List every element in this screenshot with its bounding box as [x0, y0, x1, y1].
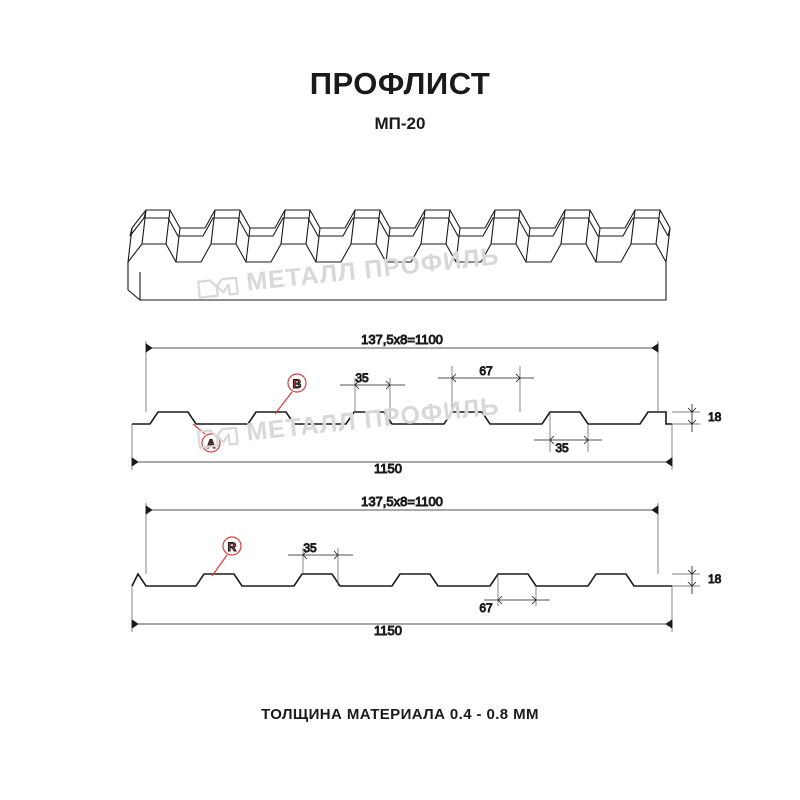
top-dim-total-top: 137,5х8=1100 — [361, 332, 443, 347]
material-thickness-note: ТОЛЩИНА МАТЕРИАЛА 0.4 - 0.8 ММ — [261, 706, 539, 723]
bottom-dim-height: 18 — [708, 572, 722, 586]
top-dim-rib: 67 — [479, 364, 493, 378]
bottom-marker-r: R — [227, 540, 237, 554]
top-dim-total-bottom: 1150 — [374, 461, 402, 476]
bottom-dim-total-bottom: 1150 — [374, 623, 402, 638]
page-subtitle: МП-20 — [374, 114, 426, 133]
brand-logo-icon — [196, 422, 242, 452]
page-title: ПРОФЛИСТ — [309, 66, 491, 101]
bottom-dim-flat-left: 35 — [303, 541, 317, 555]
top-dim-flat-right: 35 — [555, 441, 569, 455]
watermark-text: МЕТАЛЛ ПРОФИЛЬ — [245, 242, 501, 297]
bottom-section-view — [132, 494, 722, 638]
brand-logo-icon — [196, 272, 242, 302]
watermark-text: МЕТАЛЛ ПРОФИЛЬ — [245, 392, 501, 447]
top-dim-flat-left: 35 — [355, 371, 369, 385]
top-marker-b: B — [292, 377, 302, 391]
bottom-profile-line — [132, 574, 672, 586]
bottom-dim-rib: 67 — [479, 601, 493, 615]
bottom-dim-total-top: 137,5х8=1100 — [361, 494, 443, 509]
top-dim-height: 18 — [708, 410, 722, 424]
top-marker-a: A — [206, 437, 216, 451]
